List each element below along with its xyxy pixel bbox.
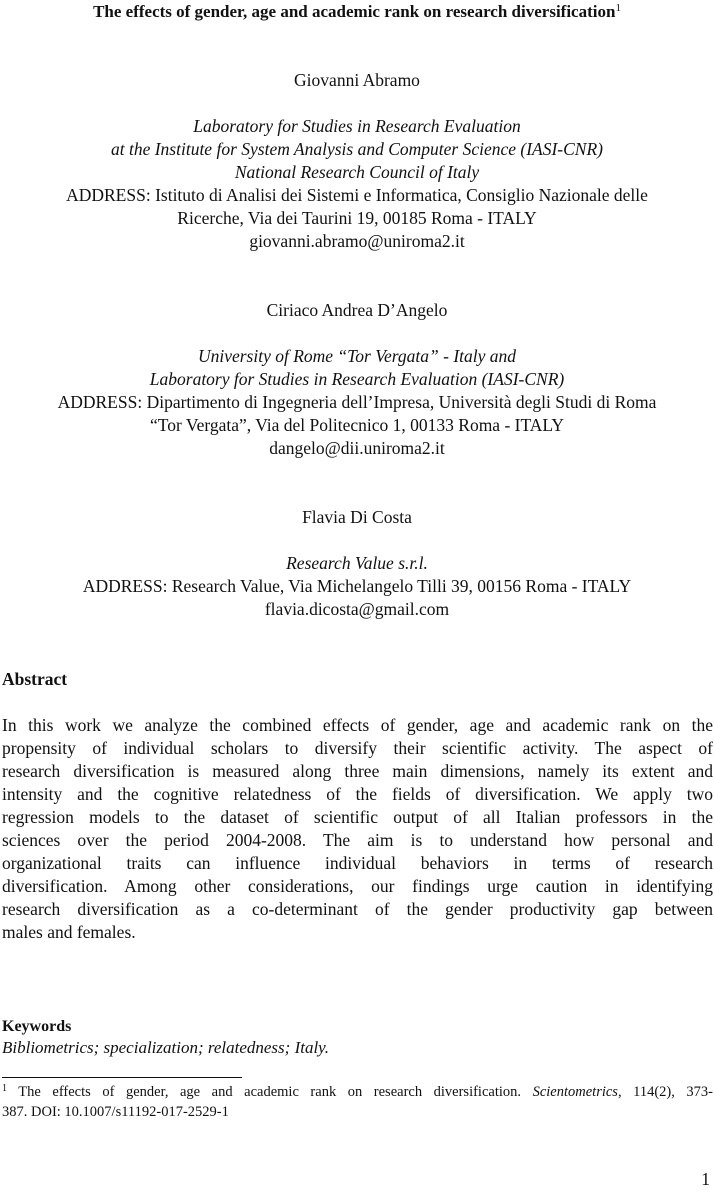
abstract-line: intensity and the cognitive relatedness of the fields of diversification. We apply two	[2, 784, 713, 804]
abstract-heading: Abstract	[2, 669, 68, 689]
address-line: “Tor Vergata”, Via del Politecnico 1, 00133 Roma - ITALY	[150, 415, 564, 435]
footnote-marker: 1	[2, 1083, 7, 1094]
footnote-divider	[2, 1077, 242, 1078]
author-address-2	[0, 391, 714, 460]
footnote	[2, 1082, 713, 1122]
paper-title	[0, 2, 714, 22]
abstract-line: diversification. Among other considerations, our findings urge caution in identifying	[2, 876, 713, 896]
author-block-3	[0, 506, 714, 529]
abstract-line: propensity of individual scholars to diversify their scientific activity. The aspect of	[2, 738, 713, 758]
affiliation-line: National Research Council of Italy	[234, 162, 480, 182]
title-footnote-marker: 1	[615, 2, 621, 14]
author-block-1	[0, 69, 714, 92]
address-line: Ricerche, Via dei Taurini 19, 00185 Roma - ITALY	[177, 208, 537, 228]
abstract-line: organizational traits can influence individual behaviors in terms of research	[2, 853, 713, 873]
abstract-line: regression models to the dataset of scientific output of all Italian professors in the	[2, 807, 713, 827]
abstract-line: males and females.	[2, 922, 136, 942]
keywords-heading: Keywords	[2, 1018, 72, 1035]
author-name: Giovanni Abramo	[294, 70, 420, 90]
author-address-1	[0, 184, 714, 253]
footnote-line-1	[2, 1082, 713, 1102]
abstract-line: In this work we analyze the combined effects of gender, age and academic rank on the	[2, 715, 713, 735]
affiliation-line: Laboratory for Studies in Research Evaluation (IASI-CNR)	[149, 369, 565, 389]
affiliation-line: University of Rome “Tor Vergata” - Italy and	[197, 346, 517, 366]
author-name: Ciriaco Andrea D’Angelo	[266, 300, 448, 320]
abstract-line: research diversification is measured along three main dimensions, namely its extent and	[2, 761, 713, 781]
address-line: ADDRESS: Dipartimento di Ingegneria dell’Impresa, Università degli Studi di Roma	[57, 392, 657, 412]
author-affiliation-2	[0, 345, 714, 391]
abstract-body	[2, 714, 713, 944]
abstract-line: sciences over the period 2004-2008. The aim is to understand how personal and	[2, 830, 713, 850]
footnote-line-2: 387. DOI: 10.1007/s11192-017-2529-1	[2, 1104, 229, 1120]
abstract-line: research diversification as a co-determinant of the gender productivity gap between	[2, 899, 713, 919]
footnote-journal: Scientometrics	[532, 1084, 618, 1100]
author-affiliation-1	[0, 115, 714, 184]
author-affiliation-3	[0, 552, 714, 575]
address-line: ADDRESS: Istituto di Analisi dei Sistemi e Informatica, Consiglio Nazionale delle	[66, 185, 648, 205]
author-email: flavia.dicosta@gmail.com	[264, 599, 450, 619]
address-line: ADDRESS: Research Value, Via Michelangelo Tilli 39, 00156 Roma - ITALY	[82, 576, 632, 596]
author-name: Flavia Di Costa	[302, 507, 412, 527]
footnote-text-after: , 114(2), 373-	[617, 1084, 714, 1100]
keywords-text: Bibliometrics; specialization; relatedness; Italy.	[2, 1038, 330, 1057]
page-number: 1	[701, 1169, 710, 1189]
affiliation-line: Research Value s.r.l.	[286, 553, 428, 573]
author-email: dangelo@dii.uniroma2.it	[269, 438, 445, 458]
footnote-text: The effects of gender, age and academic rank on research diversification.	[18, 1084, 533, 1100]
author-email: giovanni.abramo@uniroma2.it	[249, 231, 465, 251]
affiliation-line: Laboratory for Studies in Research Evaluation	[193, 116, 521, 136]
paper-title-text: The effects of gender, age and academic rank on research diversification	[93, 2, 616, 21]
author-address-3	[0, 575, 714, 621]
affiliation-line: at the Institute for System Analysis and Computer Science (IASI-CNR)	[110, 139, 604, 159]
author-block-2	[0, 299, 714, 322]
